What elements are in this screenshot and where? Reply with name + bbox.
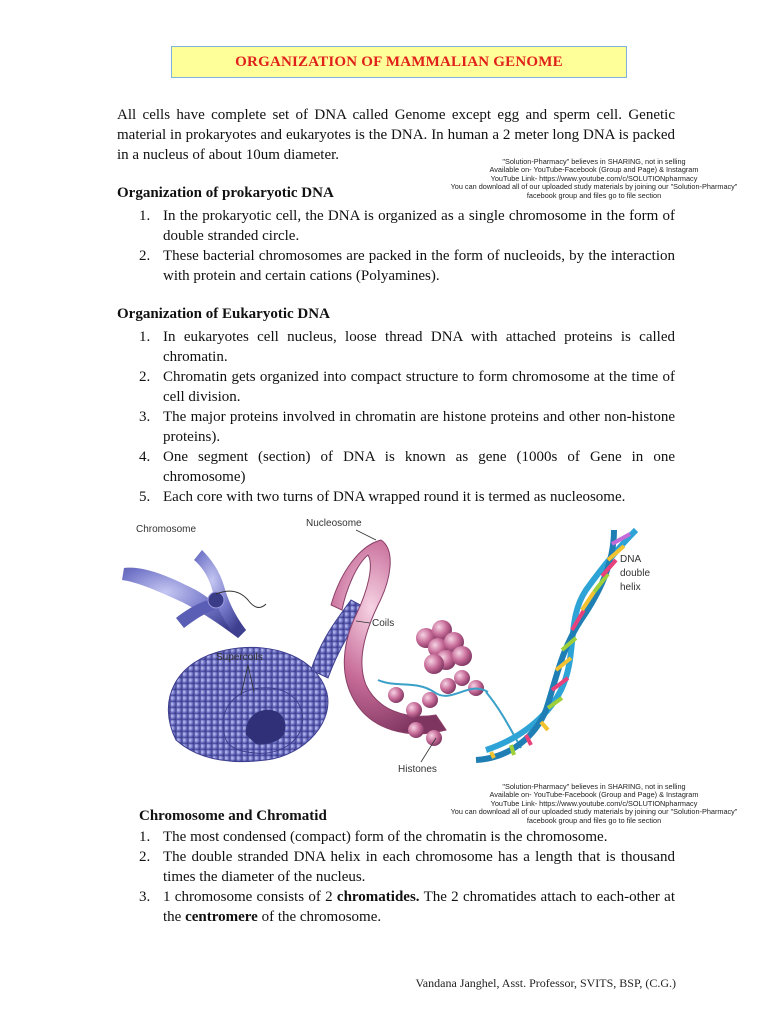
list-text: of the chromosome. bbox=[257, 909, 382, 925]
watermark-line: You can download all of our uploaded study materials by joining our "Solution-Pharmacy" bbox=[450, 807, 738, 817]
watermark-line: facebook group and files go to file section bbox=[526, 815, 662, 825]
label-chromosome: Chromosome bbox=[136, 524, 197, 535]
list-item bbox=[117, 367, 675, 407]
watermark-notice-2 bbox=[404, 783, 768, 825]
list-item bbox=[117, 487, 675, 507]
intro-paragraph: All cells have complete set of DNA called Genome except egg and sperm cell. Genetic material in prokaryotes and eukaryotes is the DNA. In human a 2 meter long DNA is packed in a nucleus of about 10um diameter. bbox=[117, 107, 675, 163]
term-centromere: centromere bbox=[185, 909, 258, 925]
list-text: One segment (section) of DNA is known as gene (1000s of Gene in one chromosome) bbox=[163, 449, 675, 485]
list-text: The major proteins involved in chromatin are histone proteins and other non-histone proteins). bbox=[163, 409, 675, 445]
list-text: Chromatin gets organized into compact structure to form chromosome at the time of cell division. bbox=[163, 369, 675, 405]
list-number: 1. bbox=[139, 208, 151, 224]
list-number: 1. bbox=[139, 329, 151, 345]
watermark-line: Available on- YouTube-Facebook (Group and Page) & Instagram bbox=[489, 790, 699, 800]
watermark-line: You can download all of our uploaded study materials by joining our "Solution-Pharmacy" bbox=[450, 182, 738, 192]
chromosome-shape bbox=[122, 550, 266, 638]
list-text: In the prokaryotic cell, the DNA is organized as a single chromosome in the form of double stranded circle. bbox=[163, 208, 675, 244]
list-number: 4. bbox=[139, 449, 151, 465]
eukaryotic-heading: Organization of Eukaryotic DNA bbox=[117, 306, 330, 322]
watermark-line: "Solution-Pharmacy" believes in SHARING, not in selling bbox=[502, 782, 686, 791]
page-title: ORGANIZATION OF MAMMALIAN GENOME bbox=[235, 53, 563, 70]
list-number: 2. bbox=[139, 849, 151, 865]
label-supercoils: Supercoils bbox=[216, 652, 263, 663]
term-chromatides: chromatides. bbox=[336, 889, 420, 905]
list-item bbox=[117, 246, 675, 286]
list-text: In eukaryotes cell nucleus, loose thread DNA with attached proteins is called chromatin. bbox=[163, 329, 675, 365]
list-item bbox=[117, 206, 675, 246]
nucleosome-cluster bbox=[416, 620, 472, 674]
list-text: The 2 chromatides attach to each-other at the bbox=[163, 889, 676, 925]
title-banner bbox=[171, 46, 627, 78]
label-histones: Histones bbox=[398, 764, 437, 775]
label-double: double bbox=[620, 568, 651, 579]
list-text: The most condensed (compact) form of the chromatin is the chromosome. bbox=[163, 829, 608, 845]
prokaryotic-list bbox=[117, 206, 675, 286]
list-item bbox=[117, 407, 675, 447]
list-text: The double stranded DNA helix in each chromosome has a length that is thousand times the diameter of the nucleus. bbox=[163, 849, 675, 885]
histone-beads bbox=[378, 670, 521, 748]
list-number: 3. bbox=[139, 889, 151, 905]
supercoils-shape bbox=[168, 600, 366, 762]
list-item bbox=[117, 887, 675, 927]
chromosome-organization-figure bbox=[116, 510, 676, 780]
list-item bbox=[117, 827, 675, 847]
label-helix: helix bbox=[620, 582, 641, 593]
watermark-notice bbox=[404, 158, 768, 200]
footer-author: Vandana Janghel, Asst. Professor, SVITS, BSP, (C.G.) bbox=[415, 976, 676, 990]
label-coils: Coils bbox=[372, 618, 395, 629]
watermark-line: facebook group and files go to file section bbox=[526, 190, 662, 200]
list-text: These bacterial chromosomes are packed in the form of nucleoids, by the interaction with protein and certain cations (Polyamines). bbox=[163, 248, 675, 284]
list-text: 1 chromosome consists of 2 bbox=[163, 889, 337, 905]
list-text: Each core with two turns of DNA wrapped round it is termed as nucleosome. bbox=[163, 489, 626, 505]
chromatid-list bbox=[117, 827, 675, 927]
list-number: 1. bbox=[139, 829, 151, 845]
label-nucleosome: Nucleosome bbox=[306, 518, 362, 529]
prokaryotic-heading: Organization of prokaryotic DNA bbox=[117, 185, 334, 201]
list-item bbox=[117, 847, 675, 887]
label-dna: DNA bbox=[620, 554, 642, 565]
list-item bbox=[117, 447, 675, 487]
watermark-line: YouTube Link- https://www.youtube.com/c/SOLUTIONpharmacy bbox=[490, 173, 698, 183]
watermark-line: YouTube Link- https://www.youtube.com/c/SOLUTIONpharmacy bbox=[490, 798, 698, 808]
list-number: 5. bbox=[139, 489, 151, 505]
list-item bbox=[117, 327, 675, 367]
watermark-line: "Solution-Pharmacy" believes in SHARING, not in selling bbox=[502, 157, 686, 166]
list-number: 2. bbox=[139, 248, 151, 264]
dna-double-helix bbox=[476, 530, 636, 760]
chromatid-heading: Chromosome and Chromatid bbox=[139, 808, 327, 824]
list-number: 2. bbox=[139, 369, 151, 385]
list-number: 3. bbox=[139, 409, 151, 425]
eukaryotic-list bbox=[117, 327, 675, 507]
watermark-line: Available on- YouTube-Facebook (Group and Page) & Instagram bbox=[489, 165, 699, 175]
